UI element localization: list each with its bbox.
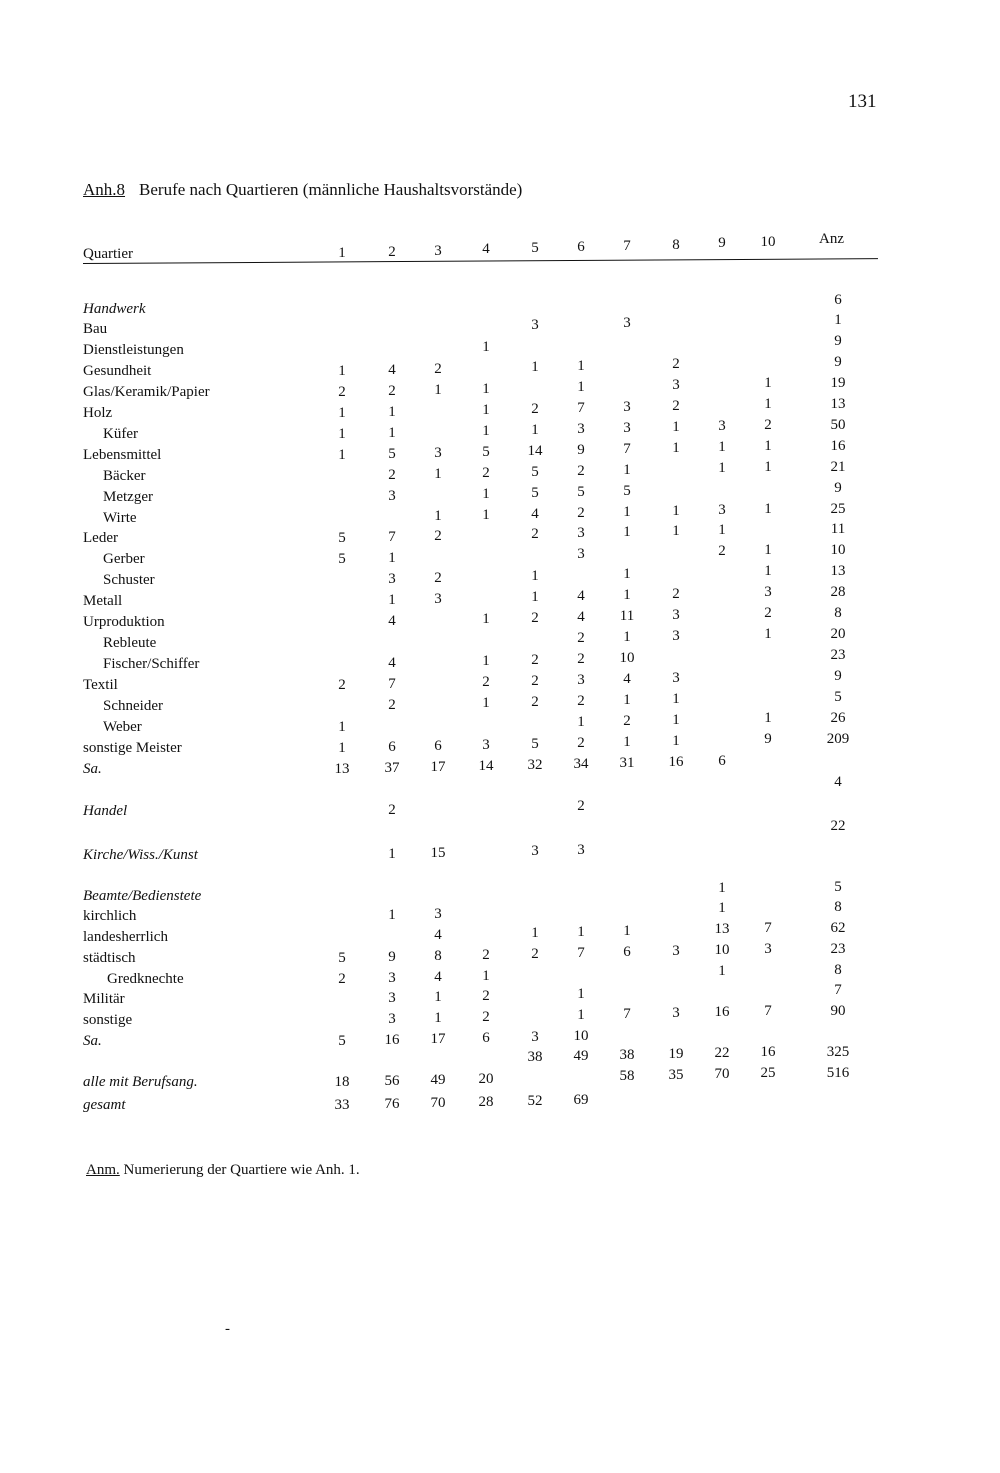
cell-q8: 3 [672, 628, 680, 644]
column-header-2: 2 [388, 243, 396, 260]
cell-q3: 49 [430, 1072, 446, 1088]
cell-q8: 3 [672, 377, 680, 393]
cell-q5: 52 [527, 1093, 543, 1109]
cell-q8: 1 [672, 503, 680, 519]
cell-q2: 4 [388, 362, 396, 378]
cell-q7: 58 [619, 1068, 635, 1084]
cell-anz: 9 [834, 333, 842, 349]
row-label: Wirte [103, 510, 137, 526]
cell-q4: 2 [482, 1009, 490, 1025]
cell-q3: 70 [430, 1095, 446, 1111]
cell-q2: 2 [388, 383, 396, 399]
column-header-9: 9 [718, 235, 726, 252]
cell-q9: 1 [718, 460, 726, 476]
row-label: Holz [83, 405, 113, 421]
row-label: Schneider [103, 698, 163, 714]
cell-q2: 7 [388, 676, 396, 692]
cell-anz: 4 [834, 774, 842, 790]
row-label: Rebleute [103, 635, 157, 651]
cell-q4: 2 [482, 988, 490, 1004]
cell-q2: 4 [388, 613, 396, 629]
cell-q4: 5 [482, 444, 490, 460]
cell-q8: 1 [672, 733, 680, 749]
cell-q7: 7 [623, 441, 631, 457]
cell-q8: 1 [672, 691, 680, 707]
cell-q3: 4 [434, 927, 442, 943]
row-label: Textil [83, 677, 118, 693]
cell-q1: 1 [338, 447, 346, 463]
cell-q6: 3 [577, 525, 585, 541]
column-header-4: 4 [482, 241, 490, 258]
cell-q7: 7 [623, 1006, 631, 1022]
cell-q3: 4 [434, 969, 442, 985]
cell-q10: 1 [764, 501, 772, 517]
cell-q7: 3 [623, 399, 631, 415]
cell-q4: 1 [482, 653, 490, 669]
cell-q9: 1 [718, 963, 726, 979]
row-label: Sa. [83, 761, 102, 777]
cell-q8: 35 [668, 1067, 684, 1083]
cell-q5: 3 [531, 843, 539, 859]
cell-q3: 1 [434, 1010, 442, 1026]
row-label: Kirche/Wiss./Kunst [83, 847, 198, 863]
cell-q8: 16 [668, 754, 684, 770]
cell-q7: 3 [623, 420, 631, 436]
cell-q10: 3 [764, 584, 772, 600]
cell-anz: 25 [830, 501, 846, 517]
cell-q7: 2 [623, 713, 631, 729]
cell-q9: 70 [714, 1066, 730, 1082]
column-header-5: 5 [531, 240, 539, 257]
cell-q7: 1 [623, 587, 631, 603]
cell-q3: 2 [434, 361, 442, 377]
cell-anz: 23 [830, 647, 846, 663]
cell-q1: 2 [338, 971, 346, 987]
cell-q10: 1 [764, 438, 772, 454]
row-label: Handel [83, 803, 128, 819]
cell-q10: 2 [764, 605, 772, 621]
cell-q8: 2 [672, 398, 680, 414]
cell-anz: 22 [830, 818, 846, 834]
appendix-tag: Anh.8 [83, 180, 126, 199]
cell-q1: 1 [338, 363, 346, 379]
cell-q10: 1 [764, 563, 772, 579]
page-number: 131 [848, 91, 877, 112]
cell-q6: 2 [577, 798, 585, 814]
cell-q5: 2 [531, 610, 539, 626]
cell-anz: 5 [834, 689, 842, 705]
cell-q8: 1 [672, 440, 680, 456]
cell-q10: 9 [764, 731, 772, 747]
cell-q8: 3 [672, 943, 680, 959]
cell-anz: 9 [834, 668, 842, 684]
cell-q2: 56 [384, 1073, 400, 1089]
cell-q1: 2 [338, 384, 346, 400]
cell-q4: 1 [482, 507, 490, 523]
cell-q3: 15 [430, 845, 446, 861]
cell-q6: 1 [577, 714, 585, 730]
title-text: Berufe nach Quartieren (männliche Haushaltsvorstände) [139, 180, 523, 199]
cell-q3: 3 [434, 445, 442, 461]
cell-anz: 11 [830, 521, 846, 537]
column-header-8: 8 [672, 236, 680, 253]
cell-anz: 21 [830, 459, 846, 475]
cell-q1: 33 [334, 1097, 350, 1113]
cell-q8: 1 [672, 419, 680, 435]
cell-q5: 2 [531, 946, 539, 962]
row-label: Gerber [103, 551, 145, 567]
cell-q10: 7 [764, 1003, 772, 1019]
cell-anz: 13 [830, 563, 846, 579]
cell-q1: 18 [334, 1074, 350, 1090]
cell-q5: 14 [527, 443, 543, 459]
cell-q1: 5 [338, 551, 346, 567]
cell-q6: 3 [577, 672, 585, 688]
cell-q5: 2 [531, 526, 539, 542]
row-label: Leder [83, 530, 118, 546]
cell-q3: 1 [434, 989, 442, 1005]
cell-q6: 34 [573, 756, 589, 772]
cell-q3: 17 [430, 1031, 446, 1047]
cell-q6: 1 [577, 986, 585, 1002]
cell-q2: 2 [388, 802, 396, 818]
cell-q6: 7 [577, 945, 585, 961]
cell-q2: 1 [388, 404, 396, 420]
cell-anz: 7 [834, 982, 842, 998]
cell-q6: 4 [577, 588, 585, 604]
footnote-text: Numerierung der Quartiere wie Anh. 1. [123, 1162, 360, 1178]
cell-q10: 1 [764, 459, 772, 475]
cell-q5: 2 [531, 652, 539, 668]
cell-q7: 1 [623, 923, 631, 939]
cell-q5: 5 [531, 464, 539, 480]
cell-q2: 4 [388, 655, 396, 671]
cell-q10: 3 [764, 941, 772, 957]
row-label: Fischer/Schiffer [103, 656, 200, 672]
cell-q4: 1 [482, 423, 490, 439]
cell-anz: 28 [830, 584, 846, 600]
cell-q10: 1 [764, 710, 772, 726]
cell-q2: 37 [384, 760, 400, 776]
quartier-header: Quartier [83, 246, 133, 262]
cell-q6: 49 [573, 1048, 589, 1064]
cell-q2: 3 [388, 488, 396, 504]
cell-q7: 10 [619, 650, 635, 666]
footnote-tag: Anm. [86, 1162, 120, 1178]
cell-q5: 1 [531, 589, 539, 605]
cell-q7: 1 [623, 462, 631, 478]
cell-q2: 3 [388, 571, 396, 587]
cell-q6: 5 [577, 484, 585, 500]
row-label: Küfer [103, 426, 138, 442]
cell-anz: 90 [830, 1003, 846, 1019]
cell-q5: 1 [531, 925, 539, 941]
cell-q2: 16 [384, 1032, 400, 1048]
cell-q6: 1 [577, 379, 585, 395]
stray-mark: - [225, 1321, 230, 1337]
cell-q9: 3 [718, 418, 726, 434]
cell-q3: 1 [434, 466, 442, 482]
cell-q3: 17 [430, 759, 446, 775]
cell-q4: 1 [482, 381, 490, 397]
cell-q5: 3 [531, 1029, 539, 1045]
cell-q5: 1 [531, 568, 539, 584]
cell-q3: 1 [434, 508, 442, 524]
cell-anz: 10 [830, 542, 846, 558]
cell-q6: 1 [577, 1007, 585, 1023]
cell-q7: 1 [623, 692, 631, 708]
cell-q2: 1 [388, 425, 396, 441]
cell-q9: 2 [718, 543, 726, 559]
cell-q2: 3 [388, 970, 396, 986]
cell-q9: 1 [718, 900, 726, 916]
cell-q5: 38 [527, 1049, 543, 1065]
row-label: Glas/Keramik/Papier [83, 384, 210, 400]
cell-q4: 20 [478, 1071, 494, 1087]
column-header-10: 10 [760, 234, 776, 251]
cell-q7: 38 [619, 1047, 635, 1063]
cell-q6: 1 [577, 358, 585, 374]
cell-q5: 1 [531, 422, 539, 438]
cell-q2: 76 [384, 1096, 400, 1112]
cell-anz: 8 [834, 962, 842, 978]
cell-q7: 1 [623, 524, 631, 540]
cell-q6: 2 [577, 505, 585, 521]
cell-q10: 1 [764, 375, 772, 391]
cell-q4: 14 [478, 758, 494, 774]
cell-anz: 23 [830, 941, 846, 957]
cell-q6: 2 [577, 630, 585, 646]
cell-q2: 2 [388, 697, 396, 713]
cell-q4: 1 [482, 968, 490, 984]
cell-q7: 1 [623, 734, 631, 750]
cell-q4: 2 [482, 674, 490, 690]
cell-q10: 25 [760, 1065, 776, 1081]
cell-q2: 3 [388, 1011, 396, 1027]
cell-q2: 2 [388, 467, 396, 483]
cell-q1: 1 [338, 405, 346, 421]
cell-q9: 22 [714, 1045, 730, 1061]
cell-anz: 8 [834, 899, 842, 915]
cell-q6: 3 [577, 421, 585, 437]
cell-anz: 19 [830, 375, 846, 391]
row-label: sonstige Meister [83, 740, 182, 756]
row-label: Sa. [83, 1033, 102, 1049]
cell-q9: 1 [718, 522, 726, 538]
cell-q4: 1 [482, 695, 490, 711]
row-label: landesherrlich [83, 929, 168, 945]
row-label: alle mit Berufsang. [83, 1074, 198, 1090]
cell-q2: 1 [388, 846, 396, 862]
cell-q5: 1 [531, 359, 539, 375]
cell-q4: 2 [482, 947, 490, 963]
column-header-6: 6 [577, 239, 585, 255]
row-label: städtisch [83, 950, 136, 966]
cell-q2: 6 [388, 739, 396, 755]
cell-q3: 6 [434, 738, 442, 754]
cell-q5: 32 [527, 757, 543, 773]
cell-q3: 8 [434, 948, 442, 964]
cell-q3: 2 [434, 570, 442, 586]
row-label: Urproduktion [83, 614, 165, 630]
cell-q7: 11 [619, 608, 635, 624]
cell-anz: 9 [834, 354, 842, 370]
cell-q6: 69 [573, 1092, 589, 1108]
cell-q8: 3 [672, 670, 680, 686]
cell-q2: 9 [388, 949, 396, 965]
cell-q5: 5 [531, 485, 539, 501]
cell-q6: 4 [577, 609, 585, 625]
cell-q6: 7 [577, 400, 585, 416]
cell-q9: 1 [718, 880, 726, 896]
cell-q6: 1 [577, 924, 585, 940]
cell-anz: 13 [830, 396, 846, 412]
cell-anz: 50 [830, 417, 846, 433]
cell-q9: 6 [718, 753, 726, 769]
row-label: Gredknechte [107, 971, 184, 987]
cell-q7: 5 [623, 483, 631, 499]
cell-q8: 1 [672, 523, 680, 539]
cell-q3: 3 [434, 591, 442, 607]
column-header-1: 1 [338, 245, 346, 261]
cell-q1: 2 [338, 677, 346, 693]
cell-q4: 1 [482, 486, 490, 502]
row-label: gesamt [83, 1097, 126, 1113]
cell-anz: 6 [834, 292, 842, 308]
cell-q1: 1 [338, 719, 346, 735]
cell-q7: 1 [623, 504, 631, 520]
cell-q5: 3 [531, 317, 539, 333]
cell-q1: 1 [338, 426, 346, 442]
cell-q6: 3 [577, 546, 585, 562]
cell-q8: 3 [672, 607, 680, 623]
cell-q4: 1 [482, 402, 490, 418]
cell-q6: 3 [577, 842, 585, 858]
cell-q3: 2 [434, 528, 442, 544]
cell-q4: 2 [482, 465, 490, 481]
anz-header: Anz [819, 231, 844, 247]
cell-q1: 13 [334, 761, 350, 777]
cell-q4: 28 [478, 1094, 494, 1110]
cell-q8: 2 [672, 586, 680, 602]
cell-anz: 325 [826, 1044, 850, 1060]
column-header-3: 3 [434, 242, 442, 259]
cell-q3: 3 [434, 906, 442, 922]
column-header-7: 7 [623, 237, 631, 254]
cell-anz: 9 [834, 480, 842, 496]
cell-q3: 1 [434, 382, 442, 398]
cell-q6: 2 [577, 693, 585, 709]
cell-q6: 2 [577, 735, 585, 751]
cell-q9: 10 [714, 942, 730, 958]
cell-anz: 16 [830, 438, 846, 454]
cell-q7: 1 [623, 566, 631, 582]
cell-q2: 5 [388, 446, 396, 462]
cell-anz: 516 [826, 1065, 850, 1081]
row-label: Bau [83, 321, 108, 337]
header-rule [83, 258, 878, 264]
row-label: Bäcker [103, 468, 146, 484]
row-label: Metzger [103, 489, 153, 505]
cell-q4: 6 [482, 1030, 490, 1046]
cell-q4: 1 [482, 611, 490, 627]
row-label: Metall [83, 593, 123, 609]
row-label: Handwerk [83, 301, 146, 317]
cell-q10: 1 [764, 396, 772, 412]
cell-q4: 1 [482, 339, 490, 355]
row-label: Dienstleistungen [83, 342, 184, 358]
cell-q6: 9 [577, 442, 585, 458]
row-label: kirchlich [83, 908, 137, 924]
cell-q10: 7 [764, 920, 772, 936]
cell-q6: 2 [577, 463, 585, 479]
cell-q7: 4 [623, 671, 631, 687]
cell-anz: 1 [834, 312, 842, 328]
row-label: sonstige [83, 1012, 133, 1028]
cell-anz: 5 [834, 879, 842, 895]
cell-q7: 31 [619, 755, 635, 771]
row-label: Beamte/Bedienstete [83, 888, 202, 904]
cell-q6: 2 [577, 651, 585, 667]
cell-q2: 3 [388, 990, 396, 1006]
cell-q5: 2 [531, 673, 539, 689]
row-label: Militär [83, 991, 125, 1007]
cell-q8: 2 [672, 356, 680, 372]
cell-q1: 5 [338, 1033, 346, 1049]
cell-q6: 10 [573, 1028, 589, 1044]
cell-anz: 209 [826, 731, 850, 747]
cell-q1: 5 [338, 950, 346, 966]
cell-q4: 3 [482, 737, 490, 753]
cell-q5: 5 [531, 736, 539, 752]
cell-q2: 1 [388, 550, 396, 566]
cell-q8: 19 [668, 1046, 684, 1062]
row-label: Gesundheit [83, 363, 152, 379]
cell-q2: 7 [388, 529, 396, 545]
cell-q10: 1 [764, 542, 772, 558]
cell-q5: 2 [531, 401, 539, 417]
cell-q9: 13 [714, 921, 730, 937]
cell-q1: 1 [338, 740, 346, 756]
cell-anz: 62 [830, 920, 846, 936]
cell-anz: 26 [830, 710, 846, 726]
table-title [83, 181, 522, 198]
cell-q10: 2 [764, 417, 772, 433]
row-label: Weber [103, 719, 142, 735]
cell-q7: 1 [623, 629, 631, 645]
cell-q10: 16 [760, 1044, 776, 1060]
cell-q9: 1 [718, 439, 726, 455]
cell-q7: 3 [623, 315, 631, 331]
cell-q2: 1 [388, 592, 396, 608]
cell-anz: 8 [834, 605, 842, 621]
cell-q8: 1 [672, 712, 680, 728]
cell-q7: 6 [623, 944, 631, 960]
cell-q10: 1 [764, 626, 772, 642]
footnote [86, 1163, 360, 1178]
cell-q5: 2 [531, 694, 539, 710]
row-label: Schuster [103, 572, 155, 588]
cell-q5: 4 [531, 506, 539, 522]
cell-q1: 5 [338, 530, 346, 546]
cell-q9: 16 [714, 1004, 730, 1020]
cell-q9: 3 [718, 502, 726, 518]
cell-anz: 20 [830, 626, 846, 642]
row-label: Lebensmittel [83, 447, 162, 463]
cell-q8: 3 [672, 1005, 680, 1021]
cell-q2: 1 [388, 907, 396, 923]
